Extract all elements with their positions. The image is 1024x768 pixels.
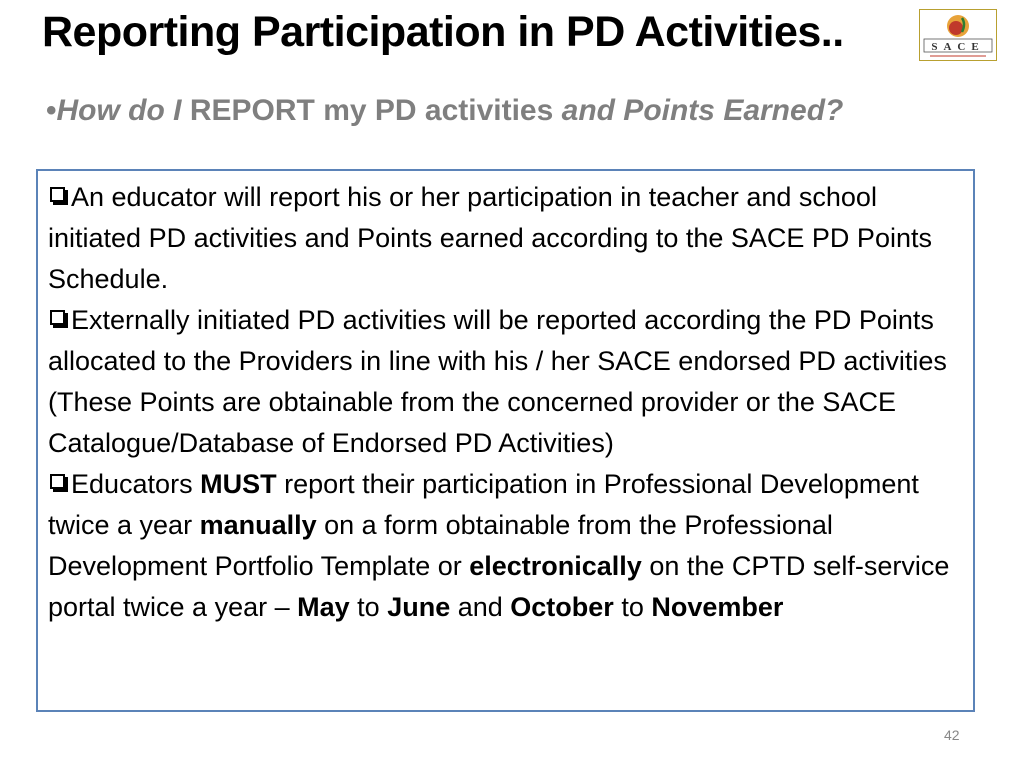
checkbox-bullet-icon	[50, 187, 65, 202]
slide-title: Reporting Participation in PD Activities..	[42, 8, 844, 56]
slide-subtitle: •How do I REPORT my PD activities and Points Earned?	[46, 94, 844, 127]
checkbox-bullet-icon	[50, 474, 65, 489]
checkbox-bullet-icon	[50, 310, 65, 325]
page-number: 42	[944, 727, 960, 743]
bullet-item: Educators MUST report their participation in Professional Development twice a year manually on a form obtainable from the Professional Development Portfolio Template or electronically on the CPTD self-service portal twice a year – May to June and October to November	[48, 469, 950, 622]
bullet-item: An educator will report his or her participation in teacher and school initiated PD activities and Points earned according to the SACE PD Points Schedule.	[48, 182, 932, 294]
logo-text: SACE	[931, 41, 985, 53]
content-box	[36, 169, 975, 712]
bullet-item: Externally initiated PD activities will be reported according the PD Points allocated to the Providers in line with his / her SACE endorsed PD activities (These Points are obtainable from the concerned provider or the SACE Catalogue/Database of Endorsed PD Activities)	[48, 305, 947, 458]
sace-logo	[919, 9, 997, 61]
